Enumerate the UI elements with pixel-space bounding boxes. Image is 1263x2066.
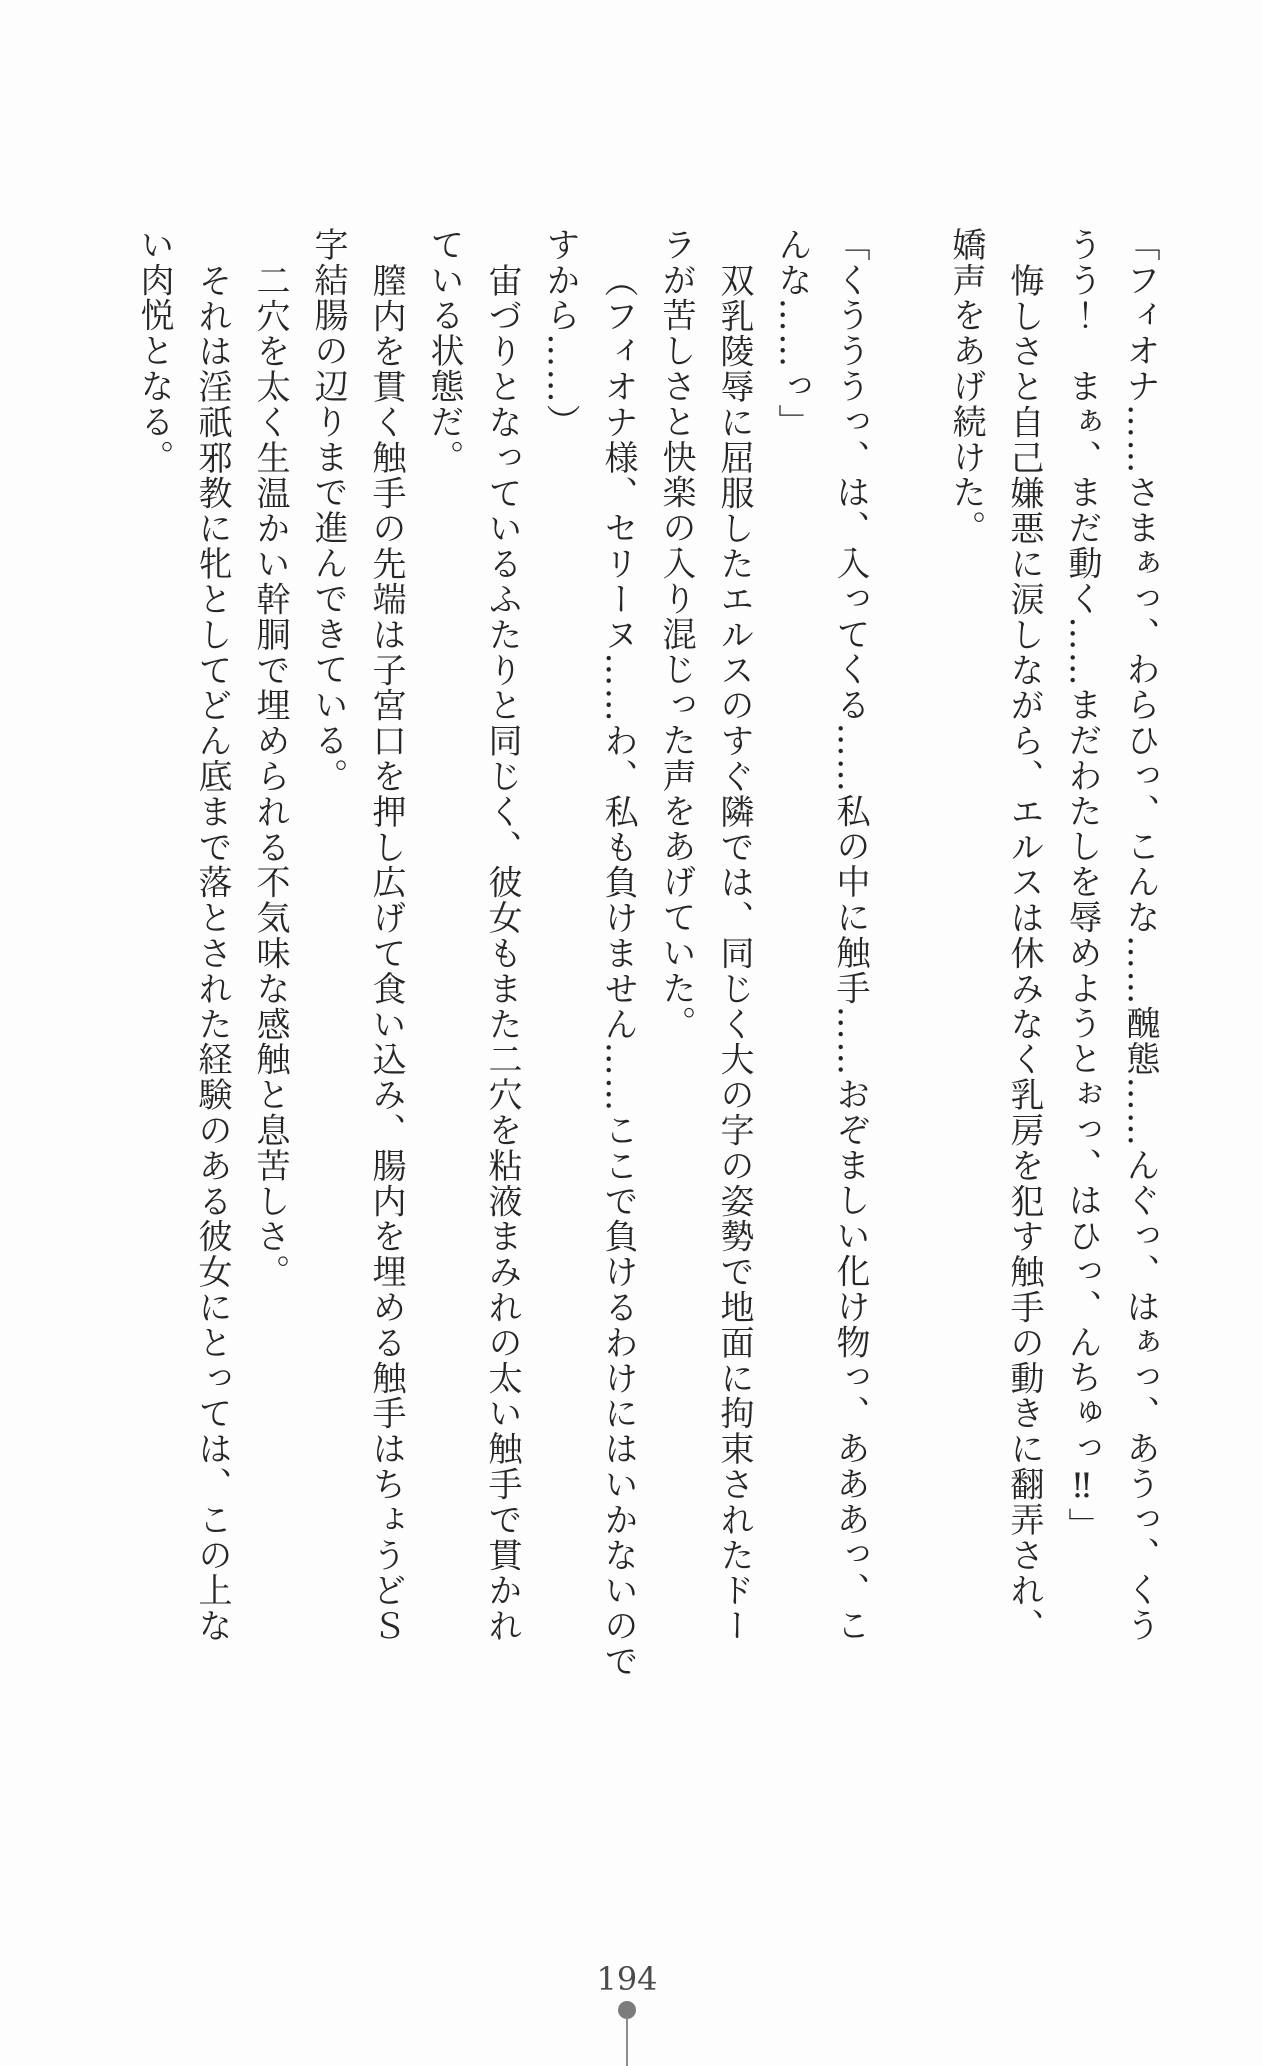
text-line: ラが苦しさと快楽の入り混じった声をあげていた。	[656, 227, 696, 1042]
text-line: 「フィオナ……さまぁっ、わらひっ、こんな……醜態……んぐっ、はぁっ、あうっ、くう	[1120, 227, 1160, 1643]
text-line: 「くうううっ、は、入ってくる……私の中に触手……おぞましい化け物っ、あああっ、こ	[830, 227, 870, 1643]
text-line: 膣内を貫く触手の先端は子宮口を押し広げて食い込み、腸内を埋める触手はちょうどＳ	[366, 263, 406, 1644]
text-line: 嬌声をあげ続けた。	[946, 227, 986, 546]
text-line: それは淫祇邪教に牝としてどん底まで落とされた経験のある彼女にとっては、この上な	[192, 263, 232, 1644]
text-line: （フィオナ様、セリーヌ……わ、私も負けません……ここで負けるわけにはいかないので	[598, 263, 638, 1679]
text-line: 字結腸の辺りまで進んできている。	[308, 227, 348, 794]
blank-line	[879, 227, 937, 1647]
text-line: 二穴を太く生温かい幹胴で埋められる不気味な感触と息苦しさ。	[250, 263, 290, 1290]
text-line: うう！ まぁ、まだ動く……まだわたしを辱めようとぉっ、はひっ、んちゅっ‼」	[1062, 227, 1102, 1543]
text-line: 悔しさと自己嫌悪に涙しながら、エルスは休みなく乳房を犯す触手の動きに翻弄され、	[1004, 263, 1044, 1644]
text-line: すから……）	[540, 227, 580, 440]
text-line: 宙づりとなっているふたりと同じく、彼女もまた二穴を粘液まみれの太い触手で貫かれ	[482, 263, 522, 1644]
page-number: 194	[596, 1960, 658, 1998]
vertical-text-block	[125, 227, 1169, 1679]
text-line: 双乳陵辱に屈服したエルスのすぐ隣では、同じく大の字の姿勢で地面に拘束されたドー	[714, 263, 754, 1644]
text-line: んな……っ」	[772, 227, 812, 440]
text-line: い肉悦となる。	[134, 227, 174, 475]
text-line: ている状態だ。	[424, 227, 464, 475]
footer-rule-ornament	[626, 2017, 628, 2066]
